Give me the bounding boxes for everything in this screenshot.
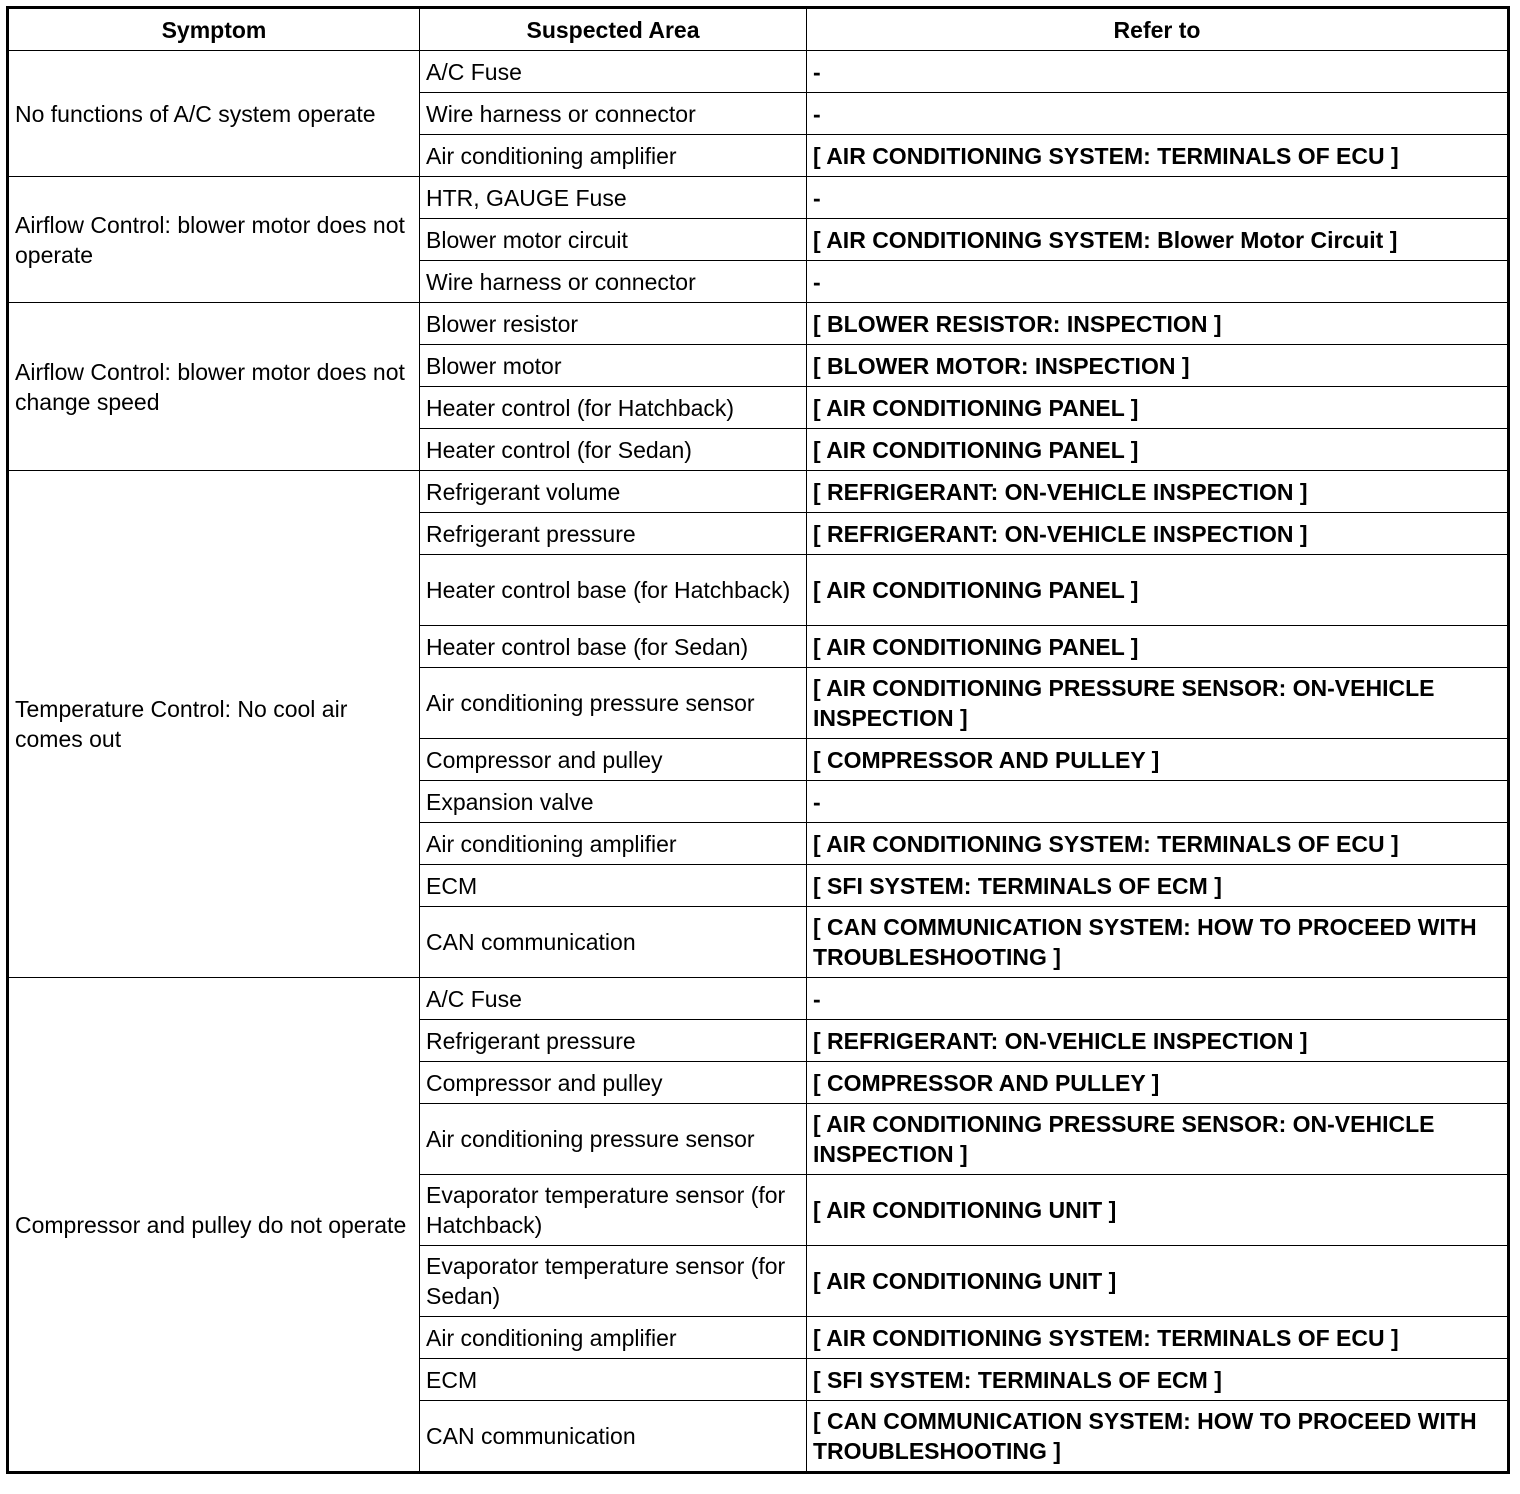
suspected-area-cell: Evaporator temperature sensor (for Sedan)	[420, 1246, 807, 1317]
table-row	[8, 177, 1509, 219]
refer-to-cell: [ SFI SYSTEM: TERMINALS OF ECM ]	[807, 865, 1509, 907]
refer-to-cell: [ AIR CONDITIONING SYSTEM: TERMINALS OF ECU ]	[807, 135, 1509, 177]
refer-to-cell: [ AIR CONDITIONING PRESSURE SENSOR: ON-VEHICLE INSPECTION ]	[807, 1104, 1509, 1175]
suspected-area-cell: Air conditioning pressure sensor	[420, 668, 807, 739]
refer-to-cell: [ SFI SYSTEM: TERMINALS OF ECM ]	[807, 1359, 1509, 1401]
refer-to-cell: [ AIR CONDITIONING PANEL ]	[807, 555, 1509, 626]
table-row	[8, 303, 1509, 345]
suspected-area-cell: Air conditioning pressure sensor	[420, 1104, 807, 1175]
suspected-area-cell: Heater control base (for Hatchback)	[420, 555, 807, 626]
symptom-cell: No functions of A/C system operate	[8, 51, 420, 177]
refer-to-cell: [ REFRIGERANT: ON-VEHICLE INSPECTION ]	[807, 1020, 1509, 1062]
suspected-area-cell: Evaporator temperature sensor (for Hatchback)	[420, 1175, 807, 1246]
refer-to-cell: [ AIR CONDITIONING PANEL ]	[807, 626, 1509, 668]
suspected-area-cell: ECM	[420, 1359, 807, 1401]
header-suspected-area: Suspected Area	[420, 8, 807, 51]
header-refer-to: Refer to	[807, 8, 1509, 51]
table-row	[8, 51, 1509, 93]
refer-to-cell: [ AIR CONDITIONING PANEL ]	[807, 387, 1509, 429]
refer-to-cell: -	[807, 93, 1509, 135]
refer-to-cell: [ REFRIGERANT: ON-VEHICLE INSPECTION ]	[807, 513, 1509, 555]
suspected-area-cell: Wire harness or connector	[420, 261, 807, 303]
suspected-area-cell: Expansion valve	[420, 781, 807, 823]
table-row	[8, 978, 1509, 1020]
refer-to-cell: [ AIR CONDITIONING SYSTEM: Blower Motor Circuit ]	[807, 219, 1509, 261]
refer-to-cell: [ CAN COMMUNICATION SYSTEM: HOW TO PROCEED WITH TROUBLESHOOTING ]	[807, 1401, 1509, 1473]
refer-to-cell: [ AIR CONDITIONING PRESSURE SENSOR: ON-VEHICLE INSPECTION ]	[807, 668, 1509, 739]
header-symptom: Symptom	[8, 8, 420, 51]
suspected-area-cell: Air conditioning amplifier	[420, 1317, 807, 1359]
suspected-area-cell: Refrigerant pressure	[420, 1020, 807, 1062]
refer-to-cell: -	[807, 51, 1509, 93]
refer-to-cell: [ CAN COMMUNICATION SYSTEM: HOW TO PROCEED WITH TROUBLESHOOTING ]	[807, 907, 1509, 978]
suspected-area-cell: Compressor and pulley	[420, 739, 807, 781]
suspected-area-cell: A/C Fuse	[420, 978, 807, 1020]
suspected-area-cell: HTR, GAUGE Fuse	[420, 177, 807, 219]
refer-to-cell: [ AIR CONDITIONING SYSTEM: TERMINALS OF ECU ]	[807, 1317, 1509, 1359]
suspected-area-cell: CAN communication	[420, 907, 807, 978]
suspected-area-cell: Blower resistor	[420, 303, 807, 345]
suspected-area-cell: Heater control (for Hatchback)	[420, 387, 807, 429]
suspected-area-cell: Refrigerant volume	[420, 471, 807, 513]
refer-to-cell: -	[807, 781, 1509, 823]
suspected-area-cell: Compressor and pulley	[420, 1062, 807, 1104]
symptom-cell: Compressor and pulley do not operate	[8, 978, 420, 1473]
suspected-area-cell: CAN communication	[420, 1401, 807, 1473]
refer-to-cell: [ AIR CONDITIONING UNIT ]	[807, 1175, 1509, 1246]
refer-to-cell: [ REFRIGERANT: ON-VEHICLE INSPECTION ]	[807, 471, 1509, 513]
suspected-area-cell: Heater control base (for Sedan)	[420, 626, 807, 668]
refer-to-cell: -	[807, 261, 1509, 303]
troubleshooting-table	[6, 6, 1510, 1474]
refer-to-cell: [ AIR CONDITIONING SYSTEM: TERMINALS OF ECU ]	[807, 823, 1509, 865]
symptom-cell: Airflow Control: blower motor does not operate	[8, 177, 420, 303]
suspected-area-cell: Blower motor	[420, 345, 807, 387]
refer-to-cell: [ BLOWER MOTOR: INSPECTION ]	[807, 345, 1509, 387]
table-row	[8, 471, 1509, 513]
suspected-area-cell: Wire harness or connector	[420, 93, 807, 135]
refer-to-cell: -	[807, 978, 1509, 1020]
suspected-area-cell: A/C Fuse	[420, 51, 807, 93]
suspected-area-cell: Air conditioning amplifier	[420, 823, 807, 865]
suspected-area-cell: Heater control (for Sedan)	[420, 429, 807, 471]
refer-to-cell: [ COMPRESSOR AND PULLEY ]	[807, 1062, 1509, 1104]
symptom-cell: Temperature Control: No cool air comes out	[8, 471, 420, 978]
symptom-cell: Airflow Control: blower motor does not change speed	[8, 303, 420, 471]
refer-to-cell: [ AIR CONDITIONING PANEL ]	[807, 429, 1509, 471]
suspected-area-cell: Refrigerant pressure	[420, 513, 807, 555]
refer-to-cell: -	[807, 177, 1509, 219]
suspected-area-cell: Blower motor circuit	[420, 219, 807, 261]
suspected-area-cell: ECM	[420, 865, 807, 907]
refer-to-cell: [ BLOWER RESISTOR: INSPECTION ]	[807, 303, 1509, 345]
refer-to-cell: [ COMPRESSOR AND PULLEY ]	[807, 739, 1509, 781]
suspected-area-cell: Air conditioning amplifier	[420, 135, 807, 177]
table-header-row	[8, 8, 1509, 51]
refer-to-cell: [ AIR CONDITIONING UNIT ]	[807, 1246, 1509, 1317]
